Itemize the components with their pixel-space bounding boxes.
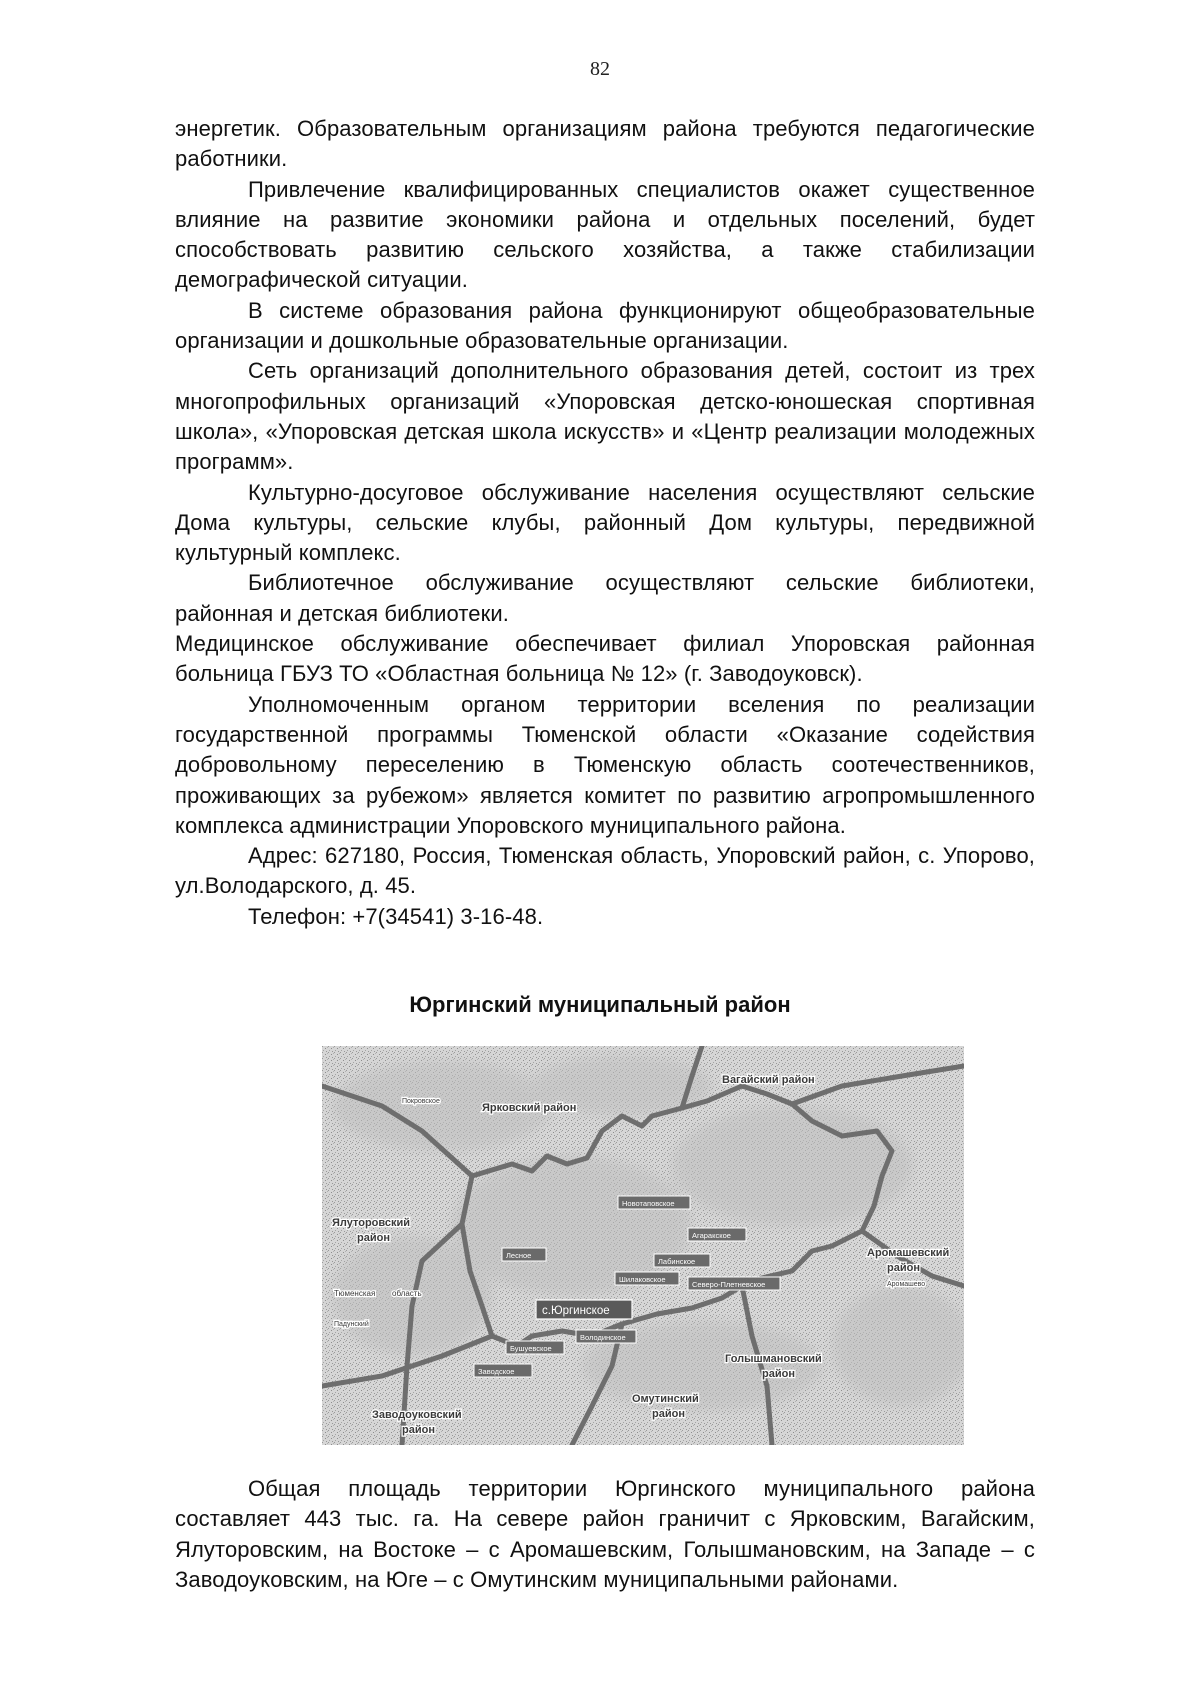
map-label-yalutorovsky-1: Ялуторовский [332,1217,411,1229]
paragraph: Телефон: +7(34541) 3-16-48. [248,903,544,929]
map-label-tyumenskaya: Тюменская [334,1289,376,1298]
settlement-yurginskoe-label: с.Юргинское [542,1305,610,1317]
settlement-severo-plemennoe-label: Северо-Плетневское [692,1280,766,1289]
map-label-zavodoukovsky-2: район [402,1424,435,1436]
paragraph: Библиотечное обслуживание осуществляют сельские библиотеки, районная и детская библиотеки. [175,570,1035,626]
map-label-golyshmanovsky-2: район [762,1368,795,1380]
map-label-zavodoukovsky-1: Заводоуковский [372,1409,462,1421]
page-number: 82 [590,58,610,80]
paragraph: Адрес: 627180, Россия, Тюменская область, Упоровский район, с. Упорово, ул.Володарского, д. 45. [175,843,1035,899]
map-label-aromashevo: Аромашево [887,1281,926,1288]
settlement-volodinskoe [576,1330,636,1343]
settlement-shilakovskoe-label: Шилаковское [619,1275,666,1284]
map-label-yalutorovsky-2: район [357,1232,390,1244]
map-label-aromashevsky-2: район [887,1262,920,1274]
map-label-golyshmanovsky-1: Голышмановский [725,1353,822,1365]
settlement-lesnoe [502,1248,546,1261]
section-heading: Юргинский муниципальный район [409,992,791,1017]
map-svg [322,1046,964,1445]
settlement-busheskoe [506,1341,564,1354]
paragraph: Общая площадь территории Юргинского муниципального района составляет 443 тыс. га. На севере район граничит с Ярковским, Вагайским, Ялуторовским, на Востоке – с Аромашевским, Голышмановским, на Западе – с Заводоуковским, на Юге – с Омутинским муниципальными районами. [175,1476,1035,1592]
settlement-agarakskoe-label: Агаракское [692,1231,731,1240]
settlement-zavodskoe [474,1364,532,1377]
settlement-severo-plemennoe [688,1277,780,1290]
map-label-podvolny: Падунский [334,1321,369,1328]
settlement-labinskoe [654,1254,710,1267]
settlement-zavodskoe-label: Заводское [478,1367,515,1376]
paragraph: Медицинское обслуживание обеспечивает филиал Упоровская районная больница ГБУЗ ТО «Областная больница № 12» (г. Заводоуковск). [175,631,1035,687]
settlement-busheskoe-label: Бушуевское [510,1344,552,1353]
paragraph: Культурно-досуговое обслуживание населения осуществляют сельские Дома культуры, сельские клубы, районный Дом культуры, передвижной культурный комплекс. [175,479,1035,566]
district-map [322,1046,964,1445]
map-label-vagaisky: Вагайский район [722,1074,815,1086]
map-label-oblast: область [392,1289,422,1298]
settlement-lesnoe-label: Лесное [506,1251,532,1260]
paragraph: Сеть организаций дополнительного образования детей, состоит из трех многопрофильных организаций «Упоровская детско-юношеская спортивная школа», «Упоровская детская школа искусств» и «Центр реализации молодежных программ». [175,358,1035,475]
body-text-top [175,114,1035,932]
settlement-novotapovskoe-label: Новотаповское [622,1199,675,1208]
map-label-aromashevsky-1: Аромашевский [867,1247,950,1259]
paragraph: энергетик. Образовательным организациям района требуются педагогические работники. [175,116,1035,172]
paragraph: В системе образования района функционируют общеобразовательные организации и дошкольные образовательные организации. [175,297,1035,354]
map-label-yarkovsky: Ярковский район [482,1102,577,1114]
settlement-agarakskoe [688,1228,746,1241]
map-label-pokrovskoe: Покровское [402,1098,440,1105]
settlement-novotapovskoe [618,1196,690,1209]
paragraph: Привлечение квалифицированных специалистов окажет существенное влияние на развитие экономики района и отдельных поселений, будет способствовать развитию сельского хозяйства, а также стабилизации демографической ситуации. [175,176,1035,293]
settlement-shilakovskoe [615,1272,679,1285]
paragraph: Уполномоченным органом территории вселения по реализации государственной программы Тюменской области «Оказание содействия добровольному переселению в Тюменскую область соотечественников, проживающих за рубежом» является комитет по развитию агропромышленного комплекса администрации Упоровского муниципального района. [175,691,1035,838]
settlement-yurginskoe [536,1300,632,1319]
body-text-bottom [175,1474,1035,1595]
map-label-omutinsky-2: район [652,1408,685,1420]
settlement-labinskoe-label: Лабинское [658,1257,696,1266]
settlement-volodinskoe-label: Володинское [580,1333,626,1342]
map-label-omutinsky-1: Омутинский [632,1393,699,1405]
